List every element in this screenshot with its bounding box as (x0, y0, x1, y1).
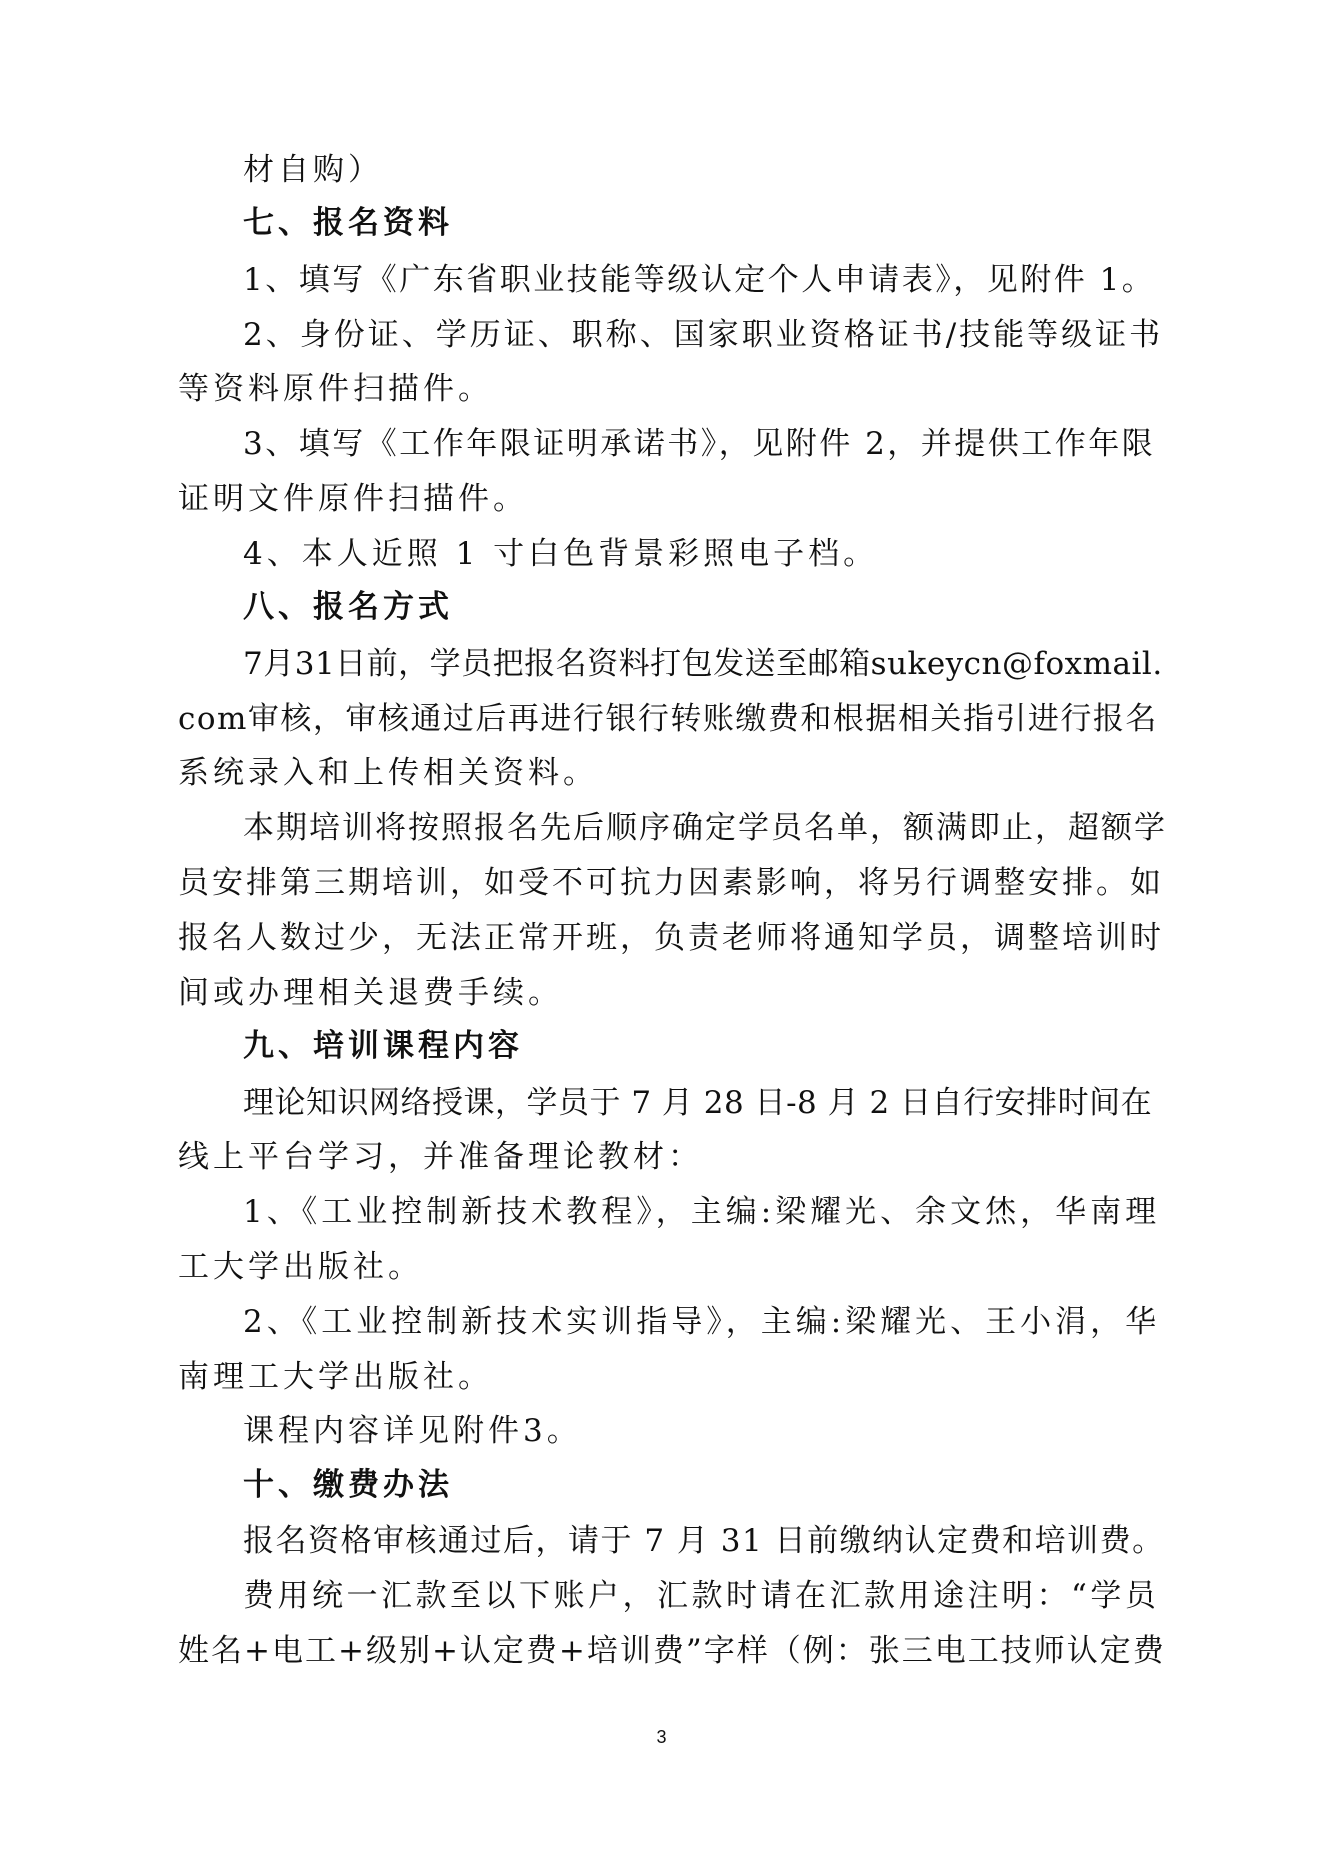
body-line: 等资料原件扫描件。 (178, 371, 493, 407)
body-line: 2、身份证、学历证、职称、国家职业资格证书/技能等级证书 (243, 317, 1164, 353)
body-line: 员安排第三期培训，如受不可抗力因素影响，将另行调整安排。如 (178, 865, 1164, 901)
body-line: 姓名+电工+级别+认定费+培训费”字样（例：张三电工技师认定费 (178, 1633, 1166, 1669)
section-heading: 八、报名方式 (243, 589, 453, 625)
body-line: 证明文件原件扫描件。 (178, 481, 528, 517)
body-line: 系统录入和上传相关资料。 (178, 755, 598, 791)
body-line: 费用统一汇款至以下账户，汇款时请在汇款用途注明：“学员 (243, 1578, 1160, 1614)
body-line: com审核，审核通过后再进行银行转账缴费和根据相关指引进行报名 (178, 701, 1158, 737)
body-line: 1、填写《广东省职业技能等级认定个人申请表》，见附件 1。 (243, 262, 1156, 298)
section-heading: 七、报名资料 (243, 205, 453, 241)
section-heading: 十、缴费办法 (243, 1467, 453, 1503)
body-line: 间或办理相关退费手续。 (178, 975, 563, 1011)
body-line: 课程内容详见附件3。 (243, 1413, 582, 1449)
body-line: 1、《工业控制新技术教程》，主编:梁耀光、余文烋，华南理 (243, 1194, 1161, 1230)
page-number: 3 (656, 1727, 667, 1747)
body-line: 3、填写《工作年限证明承诺书》，见附件 2，并提供工作年限 (243, 426, 1156, 462)
body-line: 本期培训将按照报名先后顺序确定学员名单，额满即止，超额学 (243, 810, 1167, 846)
body-line: 材自购） (243, 152, 383, 188)
body-line: 报名人数过少，无法正常开班，负责老师将通知学员，调整培训时 (178, 920, 1164, 956)
body-line: 线上平台学习，并准备理论教材： (178, 1139, 703, 1175)
body-line: 报名资格审核通过后，请于 7 月 31 日前缴纳认定费和培训费。 (243, 1523, 1165, 1559)
body-line: 2、《工业控制新技术实训指导》，主编:梁耀光、王小涓，华 (243, 1304, 1161, 1340)
section-heading: 九、培训课程内容 (243, 1028, 523, 1064)
body-line: 工大学出版社。 (178, 1249, 423, 1285)
body-line: 4、本人近照 1 寸白色背景彩照电子档。 (243, 536, 879, 572)
body-line: 7月31日前，学员把报名资料打包发送至邮箱sukeycn@foxmail. (243, 646, 1163, 682)
body-line: 理论知识网络授课，学员于 7 月 28 日-8 月 2 日自行安排时间在 (243, 1085, 1153, 1121)
body-line: 南理工大学出版社。 (178, 1359, 493, 1395)
